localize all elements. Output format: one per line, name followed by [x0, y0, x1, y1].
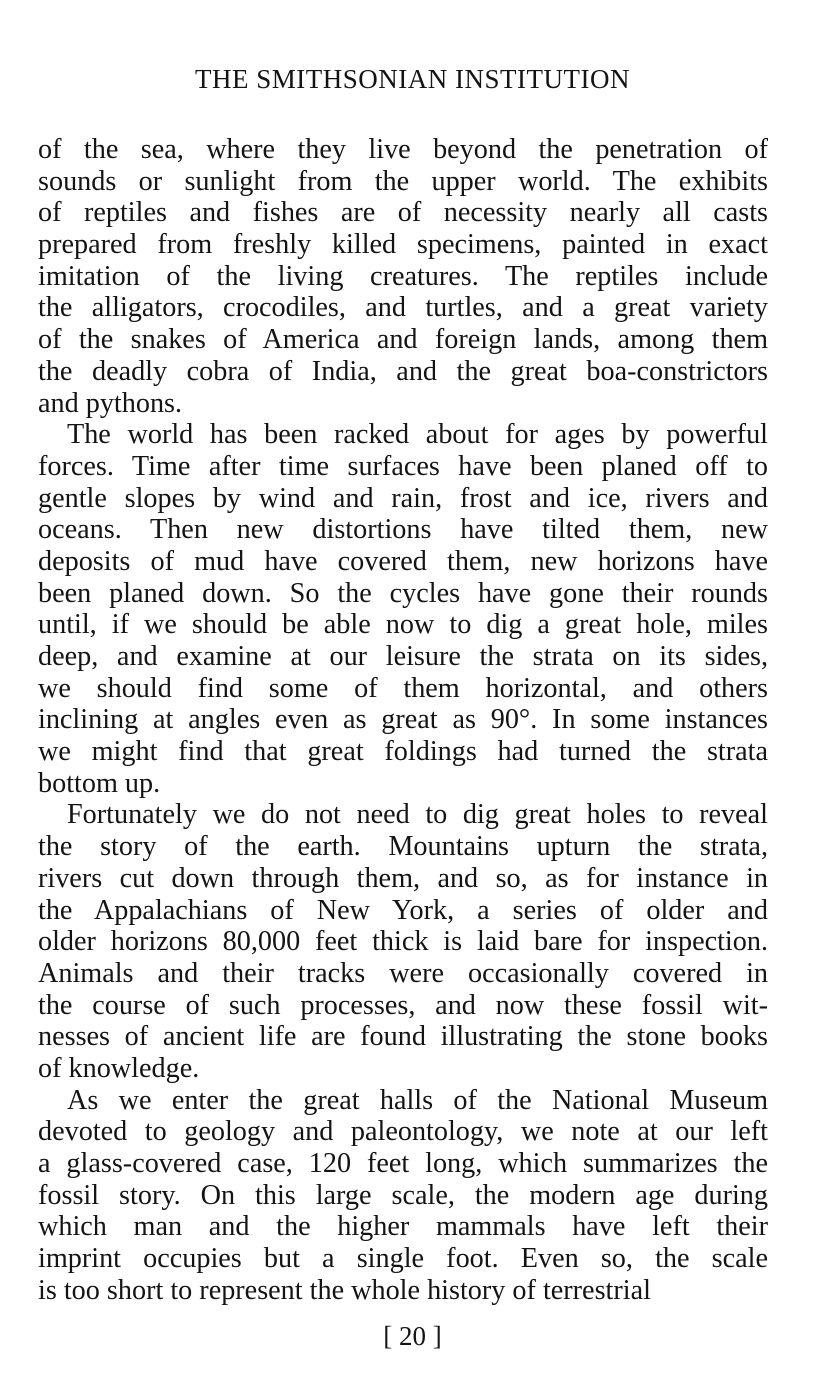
body-text — [38, 134, 768, 1306]
paragraph — [38, 1085, 768, 1307]
text-line: sounds or sunlight from the upper world. The exhibits — [38, 165, 768, 197]
text-line: gentle slopes by wind and rain, frost and ice, rivers and — [38, 482, 768, 514]
text-line: of the sea, where they live beyond the penetration of — [38, 134, 768, 165]
text-line: imprint occupies but a single foot. Even so, the scale — [38, 1243, 768, 1275]
text-line: we might find that great foldings had turned the strata — [38, 736, 768, 768]
text-line: older horizons 80,000 feet thick is laid bare for inspection. — [38, 926, 768, 958]
text-line: Fortunately we do not need to dig great holes to reveal — [67, 799, 768, 831]
text-line: As we enter the great halls of the National Museum — [67, 1084, 768, 1116]
text-line: the deadly cobra of India, and the great boa-constrictors — [38, 355, 768, 387]
text-line: imitation of the living creatures. The reptiles include — [38, 260, 768, 292]
text-line: the story of the earth. Mountains upturn the strata, — [38, 831, 768, 863]
text-line: until, if we should be able now to dig a great hole, miles — [38, 609, 768, 641]
page-number: [ 20 ] — [383, 1321, 442, 1351]
text-line: which man and the higher mammals have left their — [38, 1211, 768, 1243]
paragraph — [38, 799, 768, 1084]
text-line: of reptiles and fishes are of necessity nearly all casts — [38, 197, 768, 229]
running-head: THE SMITHSONIAN INSTITUTION — [195, 64, 630, 94]
text-line: devoted to geology and paleontology, we note at our left — [38, 1116, 768, 1148]
text-line: the course of such processes, and now these fossil wit- — [38, 989, 768, 1021]
text-line: of knowledge. — [38, 1052, 200, 1084]
text-line: inclining at angles even as great as 90°. In some instances — [38, 704, 768, 736]
text-line: rivers cut down through them, and so, as for instance in — [38, 862, 768, 894]
text-line: been planed down. So the cycles have gone their rounds — [38, 577, 768, 609]
paragraph — [38, 419, 768, 799]
text-line: we should find some of them horizontal, and others — [38, 672, 768, 704]
text-line: of the snakes of America and foreign lands, among them — [38, 324, 768, 356]
text-line: oceans. Then new distortions have tilted them, new — [38, 514, 768, 546]
text-line: bottom up. — [38, 767, 161, 799]
text-line: The world has been racked about for ages by powerful — [67, 419, 768, 451]
text-line: a glass-covered case, 120 feet long, which summarizes the — [38, 1148, 768, 1179]
text-line: fossil story. On this large scale, the modern age during — [38, 1179, 768, 1211]
text-line: forces. Time after time surfaces have been planed off to — [38, 450, 768, 482]
text-line: is too short to represent the whole history of terrestrial — [38, 1274, 651, 1306]
text-line: deposits of mud have covered them, new horizons have — [38, 545, 768, 577]
text-line: nesses of ancient life are found illustrating the stone books — [38, 1021, 768, 1053]
text-line: Animals and their tracks were occasionally covered in — [38, 957, 768, 989]
text-line: the Appalachians of New York, a series of older and — [38, 894, 768, 926]
text-line: the alligators, crocodiles, and turtles, and a great variety — [38, 292, 768, 324]
text-line: prepared from freshly killed specimens, painted in exact — [38, 229, 768, 261]
text-line: and pythons. — [38, 387, 183, 419]
text-line: deep, and examine at our leisure the strata on its sides, — [38, 641, 768, 672]
paragraph — [38, 134, 768, 419]
